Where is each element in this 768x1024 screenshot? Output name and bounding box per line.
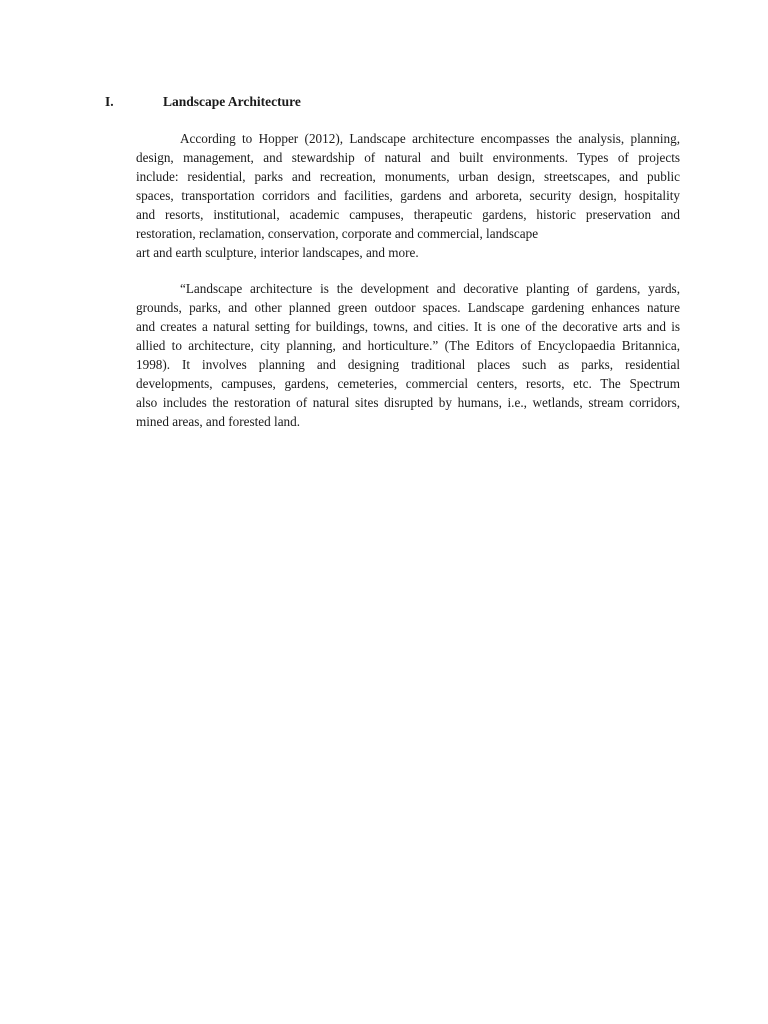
paragraph-line: “Landscape architecture is the development and decorative planting of gardens, yards,	[180, 281, 680, 296]
paragraph-line: grounds, parks, and other planned green outdoor spaces. Landscape gardening enhances nature	[136, 300, 680, 315]
paragraph-line: also includes the restoration of natural sites disrupted by humans, i.e., wetlands, stream corridors,	[136, 395, 680, 410]
paragraph-line: spaces, transportation corridors and facilities, gardens and arboreta, security design, hospitality	[136, 188, 680, 203]
paragraph-line: include: residential, parks and recreation, monuments, urban design, streetscapes, and public	[136, 169, 680, 184]
paragraph-line: allied to architecture, city planning, and horticulture.” (The Editors of Encyclopaedia Britannica,	[136, 338, 680, 353]
paragraph-line: restoration, reclamation, conservation, corporate and commercial, landscape	[136, 226, 539, 241]
section-number: I.	[105, 94, 114, 109]
paragraph-line: and creates a natural setting for buildings, towns, and cities. It is one of the decorative arts and is	[136, 319, 680, 334]
paragraph-line: design, management, and stewardship of natural and built environments. Types of projects	[136, 150, 680, 165]
section-title: Landscape Architecture	[163, 94, 301, 109]
paragraph-line: According to Hopper (2012), Landscape architecture encompasses the analysis, planning,	[180, 131, 680, 146]
paragraph-britannica	[136, 279, 680, 431]
paragraph-line: art and earth sculpture, interior landscapes, and more.	[136, 245, 419, 260]
paragraph-line: developments, campuses, gardens, cemeteries, commercial centers, resorts, etc. The Spectrum	[136, 376, 680, 391]
paragraph-hopper	[136, 129, 680, 262]
paragraph-line: 1998). It involves planning and designing traditional places such as parks, residential	[136, 357, 680, 372]
paragraph-line: and resorts, institutional, academic campuses, therapeutic gardens, historic preservation and	[136, 207, 680, 222]
section-heading	[105, 92, 301, 111]
paragraph-line: mined areas, and forested land.	[136, 414, 301, 429]
